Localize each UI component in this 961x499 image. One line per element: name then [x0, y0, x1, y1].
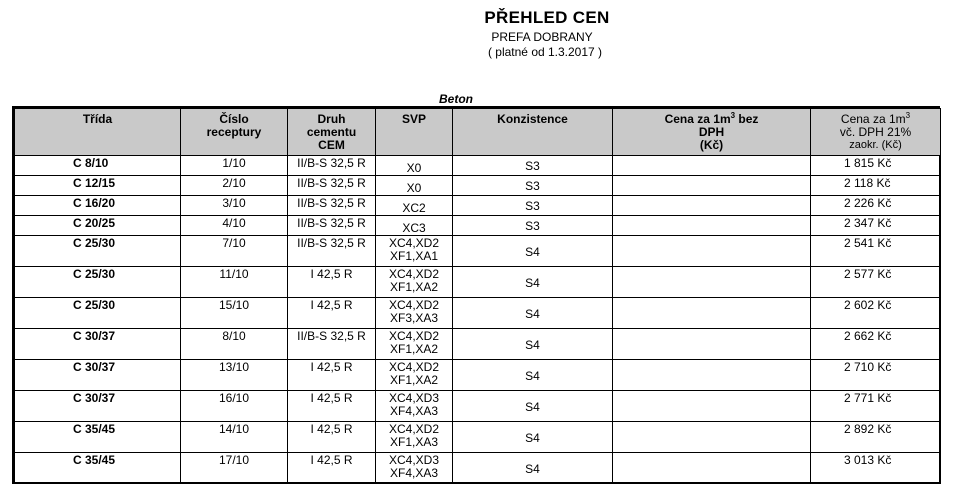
validity-note: ( platné od 1.3.2017 ): [487, 45, 603, 59]
cell-svp-line1: XC4,XD2: [388, 360, 440, 374]
cell-cena-vc-dph: 2 710 Kč: [811, 360, 941, 391]
table-row: [15, 267, 941, 298]
col-header-cena-line1-suffix: bez: [735, 112, 759, 126]
cell-konzistence: S4: [453, 422, 613, 453]
col-header-cena-line3: (Kč): [699, 138, 724, 152]
cell-trida: C 20/25: [15, 216, 181, 236]
col-header-zaokr-line2: vč. DPH 21%: [839, 125, 912, 139]
cell-receptura: 14/10: [181, 422, 288, 453]
col-header-cislo-line2: receptury: [206, 125, 262, 139]
cell-cena-bez-dph: [613, 216, 811, 236]
table-row: [15, 156, 941, 176]
cell-cena-bez-dph: [613, 360, 811, 391]
col-header-cislo-receptury: [181, 109, 288, 156]
cell-svp: [376, 236, 453, 267]
cell-svp-line2: XF4,XA3: [389, 404, 439, 418]
cell-svp: [376, 391, 453, 422]
cell-receptura: 8/10: [181, 329, 288, 360]
cell-receptura: 17/10: [181, 453, 288, 484]
cell-konzistence: S4: [453, 267, 613, 298]
col-header-konzistence-label: Konzistence: [497, 112, 568, 126]
col-header-trida-label: Třída: [82, 112, 113, 126]
cell-svp-line2: XF3,XA3: [389, 311, 439, 325]
cell-svp-line1: XC4,XD3: [388, 391, 440, 405]
cell-svp-line2: XF1,XA3: [389, 435, 439, 449]
cell-cement: I 42,5 R: [288, 267, 376, 298]
col-header-druh-line1: Druh: [317, 112, 346, 126]
table-row: [15, 176, 941, 196]
cell-svp-line1: XC4,XD2: [388, 298, 440, 312]
cell-receptura: 15/10: [181, 298, 288, 329]
cell-konzistence: S4: [453, 360, 613, 391]
cell-svp: [376, 267, 453, 298]
col-header-cislo-line1: Číslo: [219, 112, 249, 126]
table-row: [15, 453, 941, 484]
cell-receptura: 16/10: [181, 391, 288, 422]
cell-svp-line2: XF1,XA2: [389, 280, 439, 294]
cell-receptura: 1/10: [181, 156, 288, 176]
cell-trida: C 8/10: [15, 156, 181, 176]
cell-cena-vc-dph: 2 226 Kč: [811, 196, 941, 216]
table-header-row: [15, 109, 941, 156]
cell-svp: [376, 329, 453, 360]
cell-cena-vc-dph: 2 771 Kč: [811, 391, 941, 422]
cell-cena-vc-dph: 3 013 Kč: [811, 453, 941, 484]
cell-cena-bez-dph: [613, 422, 811, 453]
col-header-cena-bez-dph: [613, 109, 811, 156]
cell-cena-vc-dph: 1 815 Kč: [811, 156, 941, 176]
cell-konzistence: S3: [453, 216, 613, 236]
cell-receptura: 4/10: [181, 216, 288, 236]
cell-cena-vc-dph: 2 602 Kč: [811, 298, 941, 329]
col-header-svp-label: SVP: [401, 112, 426, 126]
cell-svp: [376, 298, 453, 329]
cell-svp-line2: XF1,XA1: [389, 249, 439, 263]
cell-cena-bez-dph: [613, 196, 811, 216]
table-row: [15, 391, 941, 422]
col-header-druh-line3: CEM: [318, 138, 345, 152]
col-header-konzistence: [453, 109, 613, 156]
cell-cena-bez-dph: [613, 391, 811, 422]
cell-svp: [376, 196, 453, 216]
col-header-zaokr-line3: zaokr. (Kč): [849, 139, 902, 151]
cell-cena-bez-dph: [613, 329, 811, 360]
cell-cement: II/B-S 32,5 R: [288, 329, 376, 360]
col-header-cena-line1-text: Cena za 1m: [664, 112, 731, 126]
cell-svp: [376, 176, 453, 196]
cell-konzistence: S4: [453, 236, 613, 267]
cell-konzistence: S4: [453, 453, 613, 484]
cell-receptura: 7/10: [181, 236, 288, 267]
cell-cement: I 42,5 R: [288, 391, 376, 422]
cell-svp: [376, 216, 453, 236]
cell-svp-line1: X0: [406, 161, 422, 175]
table-row: [15, 216, 941, 236]
col-header-druh-line2: cementu: [306, 125, 357, 139]
cell-svp: [376, 156, 453, 176]
cell-trida: C 16/20: [15, 196, 181, 216]
cell-receptura: 13/10: [181, 360, 288, 391]
cell-cena-vc-dph: 2 892 Kč: [811, 422, 941, 453]
cell-cena-vc-dph: 2 118 Kč: [811, 176, 941, 196]
cell-cement: I 42,5 R: [288, 453, 376, 484]
cell-konzistence: S3: [453, 196, 613, 216]
cell-cena-bez-dph: [613, 236, 811, 267]
cell-cena-bez-dph: [613, 176, 811, 196]
cell-receptura: 11/10: [181, 267, 288, 298]
cell-trida: C 25/30: [15, 236, 181, 267]
cell-trida: C 12/15: [15, 176, 181, 196]
cell-svp-line1: XC4,XD2: [388, 329, 440, 343]
cell-konzistence: S4: [453, 391, 613, 422]
cell-konzistence: S4: [453, 298, 613, 329]
cell-receptura: 3/10: [181, 196, 288, 216]
document-title: PŘEHLED CEN: [484, 8, 610, 27]
cell-cement: II/B-S 32,5 R: [288, 216, 376, 236]
price-table: [14, 108, 941, 484]
cell-cena-vc-dph: 2 541 Kč: [811, 236, 941, 267]
cell-cena-vc-dph: 2 347 Kč: [811, 216, 941, 236]
cell-cena-bez-dph: [613, 298, 811, 329]
cell-trida: C 30/37: [15, 391, 181, 422]
cell-konzistence: S4: [453, 329, 613, 360]
table-row: [15, 236, 941, 267]
cell-cena-bez-dph: [613, 156, 811, 176]
cell-svp-line1: XC4,XD2: [388, 236, 440, 250]
table-row: [15, 360, 941, 391]
cell-svp: [376, 422, 453, 453]
cell-svp-line1: XC3: [402, 221, 426, 235]
cell-cena-vc-dph: 2 577 Kč: [811, 267, 941, 298]
col-header-cena-vc-dph: [811, 109, 941, 156]
cell-trida: C 35/45: [15, 453, 181, 484]
cell-receptura: 2/10: [181, 176, 288, 196]
cell-konzistence: S3: [453, 176, 613, 196]
cell-cena-bez-dph: [613, 453, 811, 484]
cell-trida: C 30/37: [15, 360, 181, 391]
cell-trida: C 30/37: [15, 329, 181, 360]
cell-svp-line2: XF1,XA2: [389, 373, 439, 387]
col-header-zaokr-sup: 3: [905, 111, 911, 120]
cell-trida: C 25/30: [15, 267, 181, 298]
cell-svp-line1: XC4,XD3: [388, 453, 440, 467]
cell-cement: I 42,5 R: [288, 298, 376, 329]
cell-trida: C 25/30: [15, 298, 181, 329]
cell-svp-line1: XC4,XD2: [388, 267, 440, 281]
cell-cement: II/B-S 32,5 R: [288, 236, 376, 267]
cell-svp: [376, 453, 453, 484]
cell-svp-line1: X0: [406, 181, 422, 195]
col-header-druh-cementu: [288, 109, 376, 156]
col-header-cena-sup: 3: [730, 111, 736, 120]
price-table-frame: [12, 106, 940, 484]
cell-svp-line1: XC2: [402, 201, 426, 215]
company-name: PREFA DOBRANY: [491, 30, 593, 44]
col-header-svp: [376, 109, 453, 156]
cell-cement: II/B-S 32,5 R: [288, 156, 376, 176]
cell-svp-line1: XC4,XD2: [388, 422, 440, 436]
cell-cement: I 42,5 R: [288, 422, 376, 453]
section-label: Beton: [439, 92, 473, 106]
cell-cement: II/B-S 32,5 R: [288, 176, 376, 196]
cell-cena-vc-dph: 2 662 Kč: [811, 329, 941, 360]
table-row: [15, 196, 941, 216]
cell-svp-line2: XF4,XA3: [389, 466, 439, 480]
table-row: [15, 329, 941, 360]
col-header-trida: [15, 109, 181, 156]
cell-cement: I 42,5 R: [288, 360, 376, 391]
cell-svp: [376, 360, 453, 391]
cell-cena-bez-dph: [613, 267, 811, 298]
cell-trida: C 35/45: [15, 422, 181, 453]
cell-konzistence: S3: [453, 156, 613, 176]
table-row: [15, 298, 941, 329]
cell-cement: II/B-S 32,5 R: [288, 196, 376, 216]
cell-svp-line2: XF1,XA2: [389, 342, 439, 356]
col-header-zaokr-line1-text: Cena za 1m: [840, 112, 906, 126]
table-body: [15, 156, 941, 484]
table-row: [15, 422, 941, 453]
col-header-cena-line2: DPH: [698, 125, 725, 139]
